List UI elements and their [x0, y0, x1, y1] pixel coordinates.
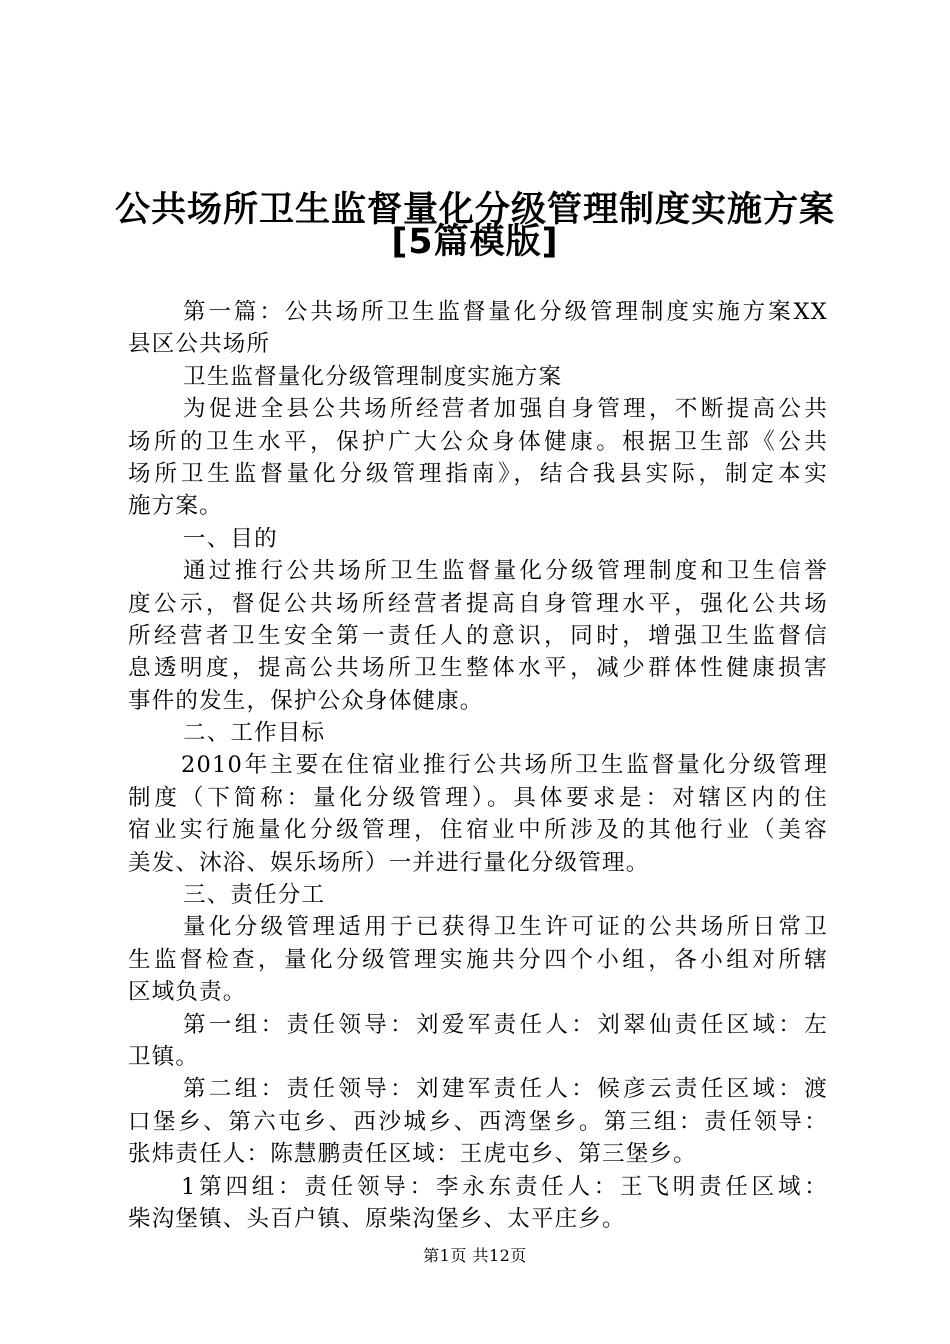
paragraph-line: 所经营者卫生安全第一责任人的意识，同时，增强卫生监督信 [128, 622, 828, 649]
paragraph-line: 场所的卫生水平，保护广大公众身体健康。根据卫生部《公共 [128, 428, 828, 455]
document-title-line2: [5篇模版] [391, 222, 559, 262]
document-body [128, 296, 828, 1235]
paragraph-line: 第一篇：公共场所卫生监督量化分级管理制度实施方案XX [183, 299, 828, 325]
paragraph-line: 县区公共场所 [128, 331, 271, 358]
paragraph-line: 2010年主要在住宿业推行公共场所卫生监督量化分级管理 [181, 752, 828, 779]
paragraph-line: 宿业实行施量化分级管理，住宿业中所涉及的其他行业（美容 [128, 817, 828, 844]
paragraph-line: 场所卫生监督量化分级管理指南》，结合我县实际，制定本实 [128, 460, 828, 487]
section-heading: 一、目的 [183, 525, 278, 552]
paragraph-line: 度公示，督促公共场所经营者提高自身管理水平，强化公共场 [128, 590, 828, 617]
paragraph-line: 张炜责任人：陈慧鹏责任区域：王虎屯乡、第三堡乡。 [128, 1141, 697, 1168]
document-title-line1: 公共场所卫生监督量化分级管理制度实施方案 [114, 190, 835, 230]
paragraph-line: 生监督检查，量化分级管理实施共分四个小组，各小组对所辖 [128, 946, 828, 973]
paragraph-line: 制度（下简称：量化分级管理）。具体要求是：对辖区内的住 [128, 784, 828, 811]
paragraph-line: 息透明度，提高公共场所卫生整体水平，减少群体性健康损害 [128, 655, 828, 682]
paragraph-line: 第二组：责任领导：刘建军责任人：候彦云责任区域：渡 [183, 1076, 828, 1103]
page-footer: 第1页 共12页 [423, 1246, 527, 1265]
section-heading: 二、工作目标 [183, 720, 326, 747]
paragraph-line: 量化分级管理适用于已获得卫生许可证的公共场所日常卫 [183, 914, 828, 941]
paragraph-line: 美发、沐浴、娱乐场所）一并进行量化分级管理。 [128, 849, 650, 876]
paragraph-line: 为促进全县公共场所经营者加强自身管理，不断提高公共 [183, 396, 828, 423]
paragraph-line: 通过推行公共场所卫生监督量化分级管理制度和卫生信誉 [183, 558, 828, 585]
paragraph-line: 施方案。 [128, 493, 223, 520]
section-heading: 卫生监督量化分级管理制度实施方案 [183, 363, 563, 390]
paragraph-line: 卫镇。 [128, 1043, 200, 1070]
paragraph-line: 区域负责。 [128, 979, 247, 1006]
paragraph-line: 第一组：责任领导：刘爱军责任人：刘翠仙责任区域：左 [183, 1011, 828, 1038]
section-heading: 三、责任分工 [183, 882, 326, 909]
paragraph-line: 1第四组：责任领导：李永东责任人：王飞明责任区域： [181, 1173, 828, 1200]
paragraph-line: 事件的发生，保护公众身体健康。 [128, 687, 484, 714]
paragraph-line: 柴沟堡镇、头百户镇、原柴沟堡乡、太平庄乡。 [128, 1205, 626, 1232]
paragraph-line: 口堡乡、第六屯乡、西沙城乡、西湾堡乡。第三组：责任领导： [128, 1108, 828, 1135]
